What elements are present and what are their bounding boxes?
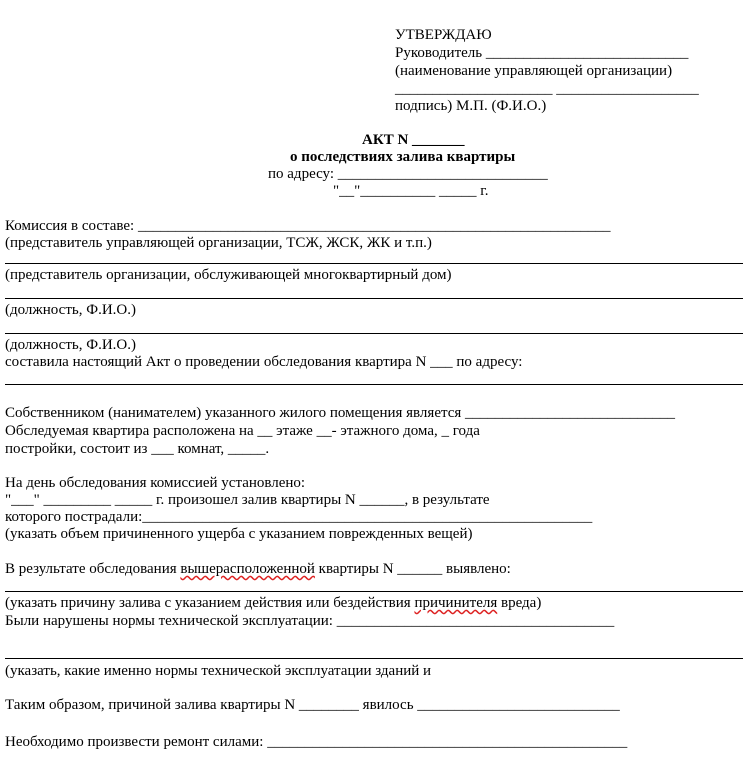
blank-rule — [5, 263, 743, 264]
survey-statement: составила настоящий Акт о проведении обследования квартира N ___ по адресу: — [5, 354, 523, 370]
apartment-rooms-line: постройки, состоит из ___ комнат, _____. — [5, 441, 270, 457]
commission-hint-2: (представитель организации, обслуживающей многоквартирный дом) — [5, 267, 452, 283]
upper-apartment-line: В результате обследования вышерасположенной квартиры N ______ выявлено: — [5, 561, 511, 577]
apartment-floor-line: Обследуемая квартира расположена на __ этаже __- этажного дома, _ года — [5, 423, 480, 439]
act-date-line: "__"__________ _____ г. — [333, 183, 489, 199]
owner-line: Собственником (нанимателем) указанного жилого помещения является ____________________________ — [5, 405, 676, 421]
flood-date-line: "___" _________ _____ г. произошел залив квартиры N ______, в результате — [5, 492, 490, 508]
cause-hint: (указать причину залива с указанием действия или бездействия причинителя вреда) — [5, 595, 542, 611]
approval-head-line: Руководитель ___________________________ — [395, 45, 689, 61]
approval-title: УТВЕРЖДАЮ — [395, 27, 492, 43]
approval-sign-hint: подпись) М.П. (Ф.И.О.) — [395, 98, 547, 114]
findings-intro: На день обследования комиссией установлено: — [5, 475, 306, 491]
act-subtitle: о последствиях залива квартиры — [290, 149, 516, 165]
act-title: АКТ N _______ — [362, 132, 465, 148]
cause-conclusion-line: Таким образом, причиной залива квартиры N ________ явилось ___________________________ — [5, 697, 620, 713]
blank-rule — [5, 591, 743, 592]
commission-hint-4: (должность, Ф.И.О.) — [5, 337, 136, 353]
damaged-line: которого пострадали:____________________________________________________________ — [5, 509, 593, 525]
norms-hint: (указать, какие именно нормы технической эксплуатации зданий и — [5, 663, 432, 679]
damage-hint: (указать объем причиненного ущерба с указанием поврежденных вещей) — [5, 526, 473, 542]
commission-hint-3: (должность, Ф.И.О.) — [5, 302, 136, 318]
commission-line: Комиссия в составе: _______________________________________________________________ — [5, 218, 611, 234]
blank-rule — [5, 658, 743, 659]
repair-line: Необходимо произвести ремонт силами: ________________________________________________ — [5, 734, 628, 750]
commission-hint-1: (представитель управляющей организации, ТСЖ, ЖСК, ЖК и т.п.) — [5, 235, 432, 251]
act-address-line: по адресу: ____________________________ — [268, 166, 548, 182]
blank-rule — [5, 384, 743, 385]
approval-sign-blanks: _____________________ ___________________ — [395, 81, 699, 97]
blank-rule — [5, 298, 743, 299]
approval-org-hint: (наименование управляющей организации) — [395, 63, 673, 79]
violated-norms-line: Были нарушены нормы технической эксплуатации: _____________________________________ — [5, 613, 615, 629]
blank-rule — [5, 333, 743, 334]
